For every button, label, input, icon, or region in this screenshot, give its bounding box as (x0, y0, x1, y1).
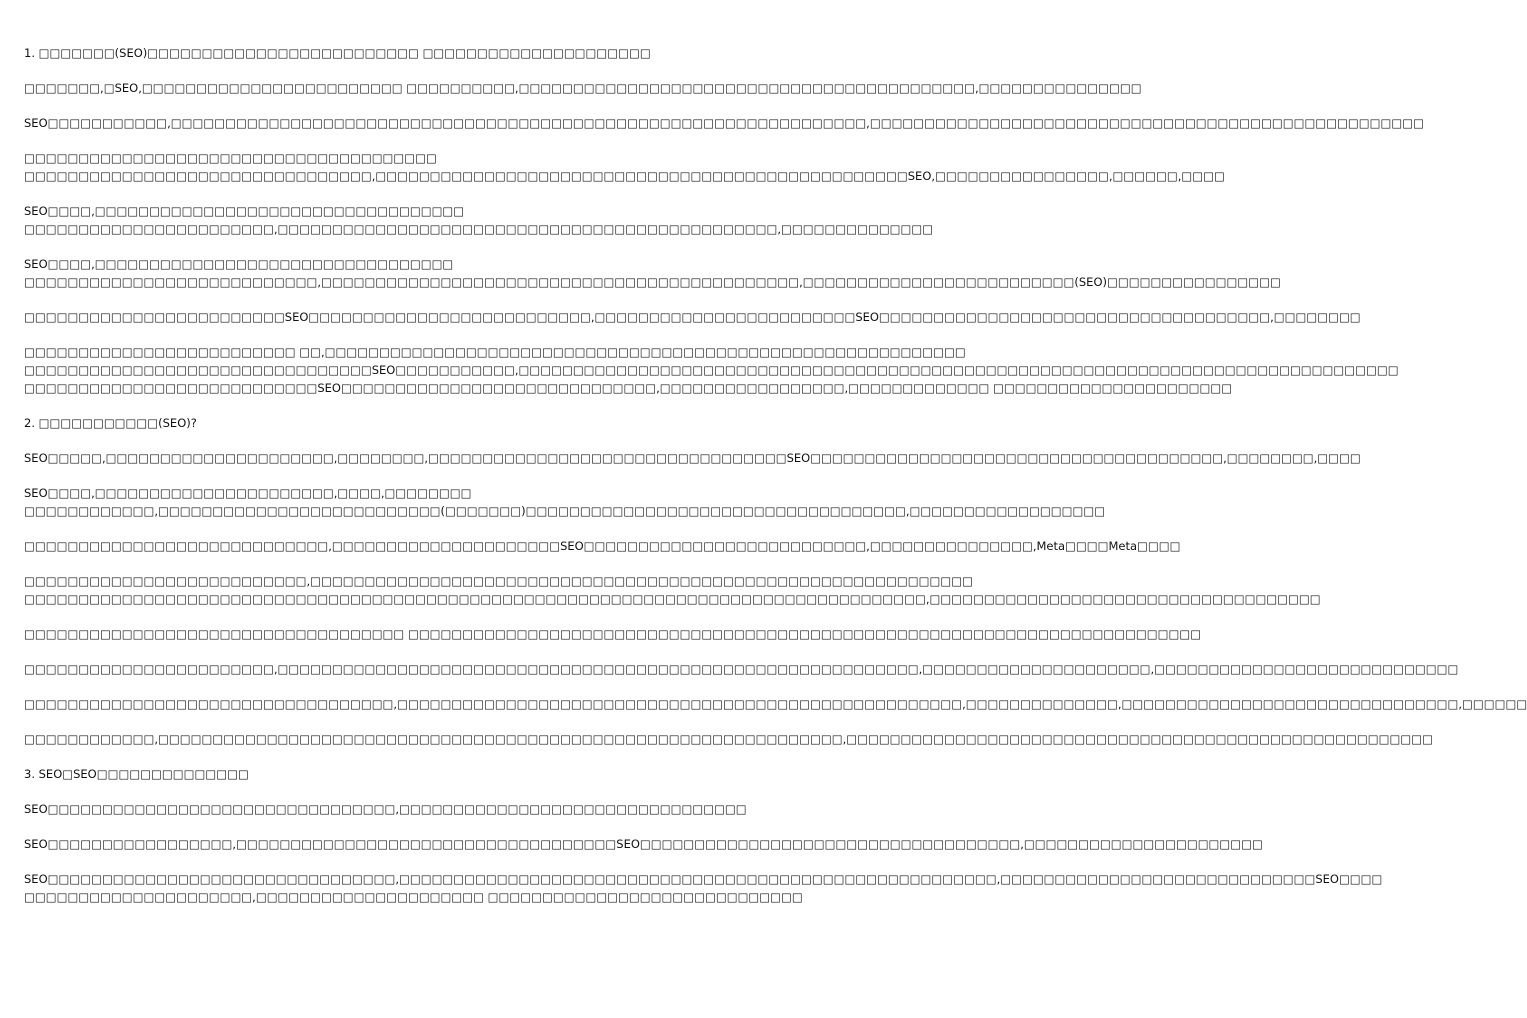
subheading-line: SEO□□□□,□□□□□□□□□□□□□□□□□□□□□□□□□□□□□□□□□□ (24, 204, 465, 218)
paragraph-line: □□□□□□□□□□□□□□□□□□□□□□□□□□□□,□□□□□□□□□□□□□□□□□□□□□SEO□□□□□□□□□□□□□□□□□□□□□□□□□□,□□□□□□□□□□□□□□□,Meta□□□□Meta□□□□ (24, 539, 1181, 553)
section-heading-1: 1. □□□□□□□(SEO)□□□□□□□□□□□□□□□□□□□□□□□□□ □□□□□□□□□□□□□□□□□□□□□ (24, 46, 651, 60)
paragraph-line: □□□□□□□□□□□□□□□□□□□□□□□□□□□□□□□□,□□□□□□□□□□□□□□□□□□□□□□□□□□□□□□□□□□□□□□□□□□□□□□□□□SEO,□□□□□□□□□□□□□□□□,□□□□□□,□□□□ (24, 169, 1225, 183)
paragraph-line: □□□□□□□□□□□□□□□□□□□□□□□□□□□□□□□□□□,□□□□□□□□□□□□□□□□□□□□□□□□□□□□□□□□□□□□□□□□□□□□□□□□□□□□,□□□□□□□□□□□□□□,□□□□□□□□□□□□□□□□□□□□□□□□□□□□□□□,□□□□□□ (24, 697, 1527, 711)
paragraph-line: □□□□□□□,□SEO,□□□□□□□□□□□□□□□□□□□□□□□□ □□□□□□□□□□,□□□□□□□□□□□□□□□□□□□□□□□□□□□□□□□□□□□□□□□□□□,□□□□□□□□□□□□□□□ (24, 81, 1142, 95)
paragraph-line: □□□□□□□□□□□□□□□□□□□□□□□□□□□SEO□□□□□□□□□□□□□□□□□□□□□□□□□□□□□,□□□□□□□□□□□□□□□□□,□□□□□□□□□□□□□ □□□□□□□□□□□□□□□□□□□□□□ (24, 381, 1233, 395)
section-heading-2: 2. □□□□□□□□□□□(SEO)? (24, 416, 197, 430)
paragraph-line: □□□□□□□□□□□□,□□□□□□□□□□□□□□□□□□□□□□□□□□□□□□□□□□□□□□□□□□□□□□□□□□□□□□□□□□□□□□□,□□□□□□□□□□□□□□□□□□□□□□□□□□□□□□□□□□□□□□□□□□□□□□□□□□□□□□ (24, 732, 1433, 746)
paragraph-line: SEO□□□□□□□□□□□□□□□□□□□□□□□□□□□□□□□□,□□□□□□□□□□□□□□□□□□□□□□□□□□□□□□□□□□□□□□□□□□□□□□□□□□□□□□□,□□□□□□□□□□□□□□□□□□□□□□□□□□□□□SEO□□□□ (24, 872, 1383, 886)
paragraph-line: □□□□□□□□□□□□□□□□□□□□□□□□□□□□□□□□□□□□□□□□□□□□□□□□□□□□□□□□□□□□□□□□□□□□□□□□□□□□□□□□□□□,□□□□□□□□□□□□□□□□□□□□□□□□□□□□□□□□□□□□ (24, 592, 1321, 606)
paragraph-line: SEO□□□□□,□□□□□□□□□□□□□□□□□□□□□,□□□□□□□□,□□□□□□□□□□□□□□□□□□□□□□□□□□□□□□□□□SEO□□□□□□□□□□□□□□□□□□□□□□□□□□□□□□□□□□□□□□,□□□□□□□□,□□□□ (24, 451, 1361, 465)
paragraph-line: □□□□□□□□□□□□□□□□□□□□□□□□SEO□□□□□□□□□□□□□□□□□□□□□□□□□□,□□□□□□□□□□□□□□□□□□□□□□□□SEO□□□□□□□□□□□□□□□□□□□□□□□□□□□□□□□□□□□□,□□□□□□□□ (24, 310, 1361, 324)
paragraph-line: □□□□□□□□□□□□□□□□□□□□□□□,□□□□□□□□□□□□□□□□□□□□□□□□□□□□□□□□□□□□□□□□□□□□□□,□□□□□□□□□□□□□□ (24, 222, 934, 236)
paragraph-line: SEO□□□□□□□□□□□,□□□□□□□□□□□□□□□□□□□□□□□□□□□□□□□□□□□□□□□□□□□□□□□□□□□□□□□□□□□□□□□□,□□□□□□□□□□□□□□□□□□□□□□□□□□□□□□□□□□□□□□□□□□□□□□□□□□□ (24, 116, 1424, 130)
paragraph-line: □□□□□□□□□□□□□□□□□□□□□□□□□□□□□□□□SEO□□□□□□□□□□□,□□□□□□□□□□□□□□□□□□□□□□□□□□□□□□□□□□□□□□□□□□□□□□□□□□□□□□□□□□□□□□□□□□□□□□□□□□□□□□□□□ (24, 363, 1399, 377)
section-heading-3: 3. SEO□SEO□□□□□□□□□□□□□□ (24, 767, 249, 781)
subheading-line: □□□□□□□□□□□□□□□□□□□□□□□□□□□□□□□□□□□□□□ (24, 151, 437, 165)
paragraph-line: □□□□□□□□□□□□□□□□□□□□□□□□□□□□□□□□□□□ □□□□□□□□□□□□□□□□□□□□□□□□□□□□□□□□□□□□□□□□□□□□□□□□□□□□□□□□□□□□□□□□□□□□□□□□□ (24, 627, 1202, 641)
paragraph-line: SEO□□□□□□□□□□□□□□□□□□□□□□□□□□□□□□□□,□□□□□□□□□□□□□□□□□□□□□□□□□□□□□□□□ (24, 802, 747, 816)
subheading-line: SEO□□□□,□□□□□□□□□□□□□□□□□□□□□□□□□□□□□□□□□ (24, 257, 454, 271)
subheading-line: SEO□□□□,□□□□□□□□□□□□□□□□□□□□□□,□□□□,□□□□□□□□ (24, 486, 472, 500)
paragraph-line: SEO□□□□□□□□□□□□□□□□□,□□□□□□□□□□□□□□□□□□□□□□□□□□□□□□□□□□□SEO□□□□□□□□□□□□□□□□□□□□□□□□□□□□□□□□□□□,□□□□□□□□□□□□□□□□□□□□□□ (24, 837, 1263, 851)
paragraph-line: □□□□□□□□□□□□□□□□□□□□□□□□□□□,□□□□□□□□□□□□□□□□□□□□□□□□□□□□□□□□□□□□□□□□□□□□,□□□□□□□□□□□□□□□□□□□□□□□□□(SEO)□□□□□□□□□□□□□□□□ (24, 275, 1281, 289)
paragraph-line: □□□□□□□□□□□□□□□□□□□□□□□□□□,□□□□□□□□□□□□□□□□□□□□□□□□□□□□□□□□□□□□□□□□□□□□□□□□□□□□□□□□□□□□□ (24, 574, 973, 588)
paragraph-line: □□□□□□□□□□□□,□□□□□□□□□□□□□□□□□□□□□□□□□□(□□□□□□□)□□□□□□□□□□□□□□□□□□□□□□□□□□□□□□□□□□□,□□□□□□□□□□□□□□□□□□ (24, 504, 1106, 518)
paragraph-line: □□□□□□□□□□□□□□□□□□□□□□□□□ □□,□□□□□□□□□□□□□□□□□□□□□□□□□□□□□□□□□□□□□□□□□□□□□□□□□□□□□□□□□□□ (24, 345, 966, 359)
document-body (24, 44, 1527, 906)
paragraph-line: □□□□□□□□□□□□□□□□□□□□□,□□□□□□□□□□□□□□□□□□□□□ □□□□□□□□□□□□□□□□□□□□□□□□□□□□□ (24, 890, 803, 904)
paragraph-line: □□□□□□□□□□□□□□□□□□□□□□□,□□□□□□□□□□□□□□□□□□□□□□□□□□□□□□□□□□□□□□□□□□□□□□□□□□□□□□□□□□□,□□□□□□□□□□□□□□□□□□□□□,□□□□□□□□□□□□□□□□□□□□□□□□□□□□ (24, 662, 1459, 676)
